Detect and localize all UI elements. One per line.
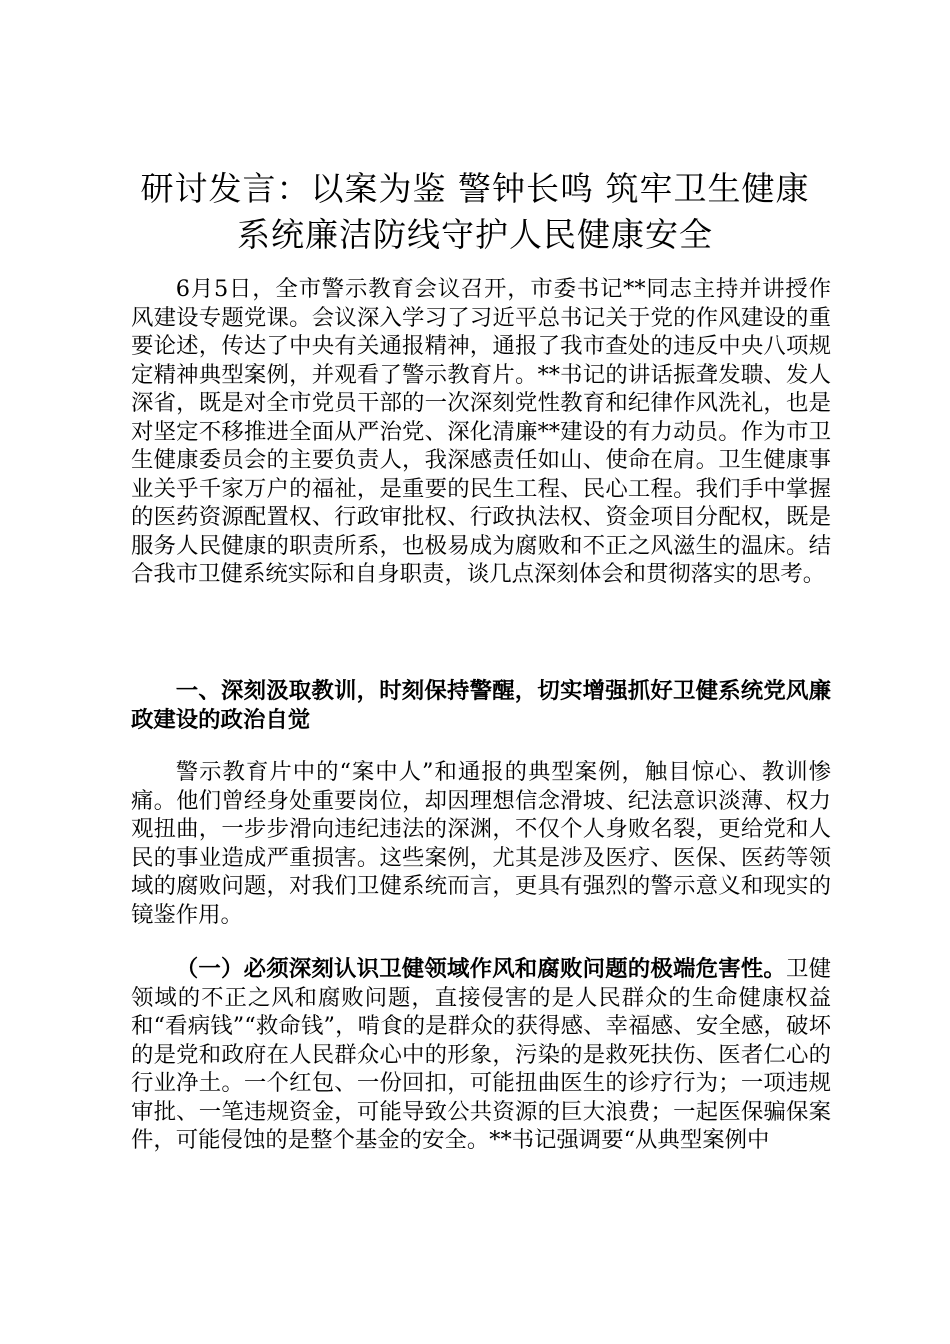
title-line-1: 研讨发言：以案为鉴 警钟长鸣 筑牢卫生健康 xyxy=(140,169,810,208)
section-heading-1: 一、深刻汲取教训，时刻保持警醒，切实增强抓好卫健系统党风廉政建设的政治自觉 xyxy=(131,678,831,733)
intro-paragraph: 6月5日，全市警示教育会议召开，市委书记**同志主持并讲授作风建设专题党课。会议深入学习了习近平总书记关于党的作风建设的重要论述，传达了中央有关通报精神，通报了我市查处的违反中央八项规定精神典型案例，并观看了警示教育片。**书记的讲话振聋发聩、发人深省，既是对全市党员干部的一次深刻党性教育和纪律作风洗礼，也是对坚定不移推进全面从严治党、深化清廉**建设的有力动员。作为市卫生健康委员会的主要负责人，我深感责任如山、使命在肩。卫生健康事业关乎千家万户的福祉，是重要的民生工程、民心工程。我们手中掌握的医药资源配置权、行政审批权、行政执法权、资金项目分配权，既是服务人民健康的职责所系，也极易成为腐败和不正之风滋生的温床。结合我市卫健系统实际和自身职责，谈几点深刻体会和贯彻落实的思考。 xyxy=(131,276,831,587)
title-line-2: 系统廉洁防线守护人民健康安全 xyxy=(237,215,713,254)
section-1-paragraph: 警示教育片中的“案中人”和通报的典型案例，触目惊心、教训惨痛。他们曾经身处重要岗位，却因理想信念滑坡、纪法意识淡薄、权力观扭曲，一步步滑向违纪违法的深渊，不仅个人身败名裂，更给党和人民的事业造成严重损害。这些案例，尤其是涉及医疗、医保、医药等领域的腐败问题，对我们卫健系统而言，更具有强烈的警示意义和现实的镜鉴作用。 xyxy=(131,759,831,928)
subsection-1-paragraph xyxy=(131,955,831,1155)
subsection-1-heading: （一）必须深刻认识卫健领域作风和腐败问题的极端危害性。 xyxy=(175,956,787,982)
document-title xyxy=(100,166,850,258)
subsection-1-body: 卫健领域的不正之风和腐败问题，直接侵害的是人民群众的生命健康权益和“看病钱”“救命钱”，啃食的是群众的获得感、幸福感、安全感，破坏的是党和政府在人民群众心中的形象，污染的是救死扶伤、医者仁心的行业净土。一个红包、一份回扣，可能扭曲医生的诊疗行为；一项违规审批、一笔违规资金，可能导致公共资源的巨大浪费；一起医保骗保案件，可能侵蚀的是整个基金的安全。**书记强调要“从典型案例中 xyxy=(131,956,832,1153)
